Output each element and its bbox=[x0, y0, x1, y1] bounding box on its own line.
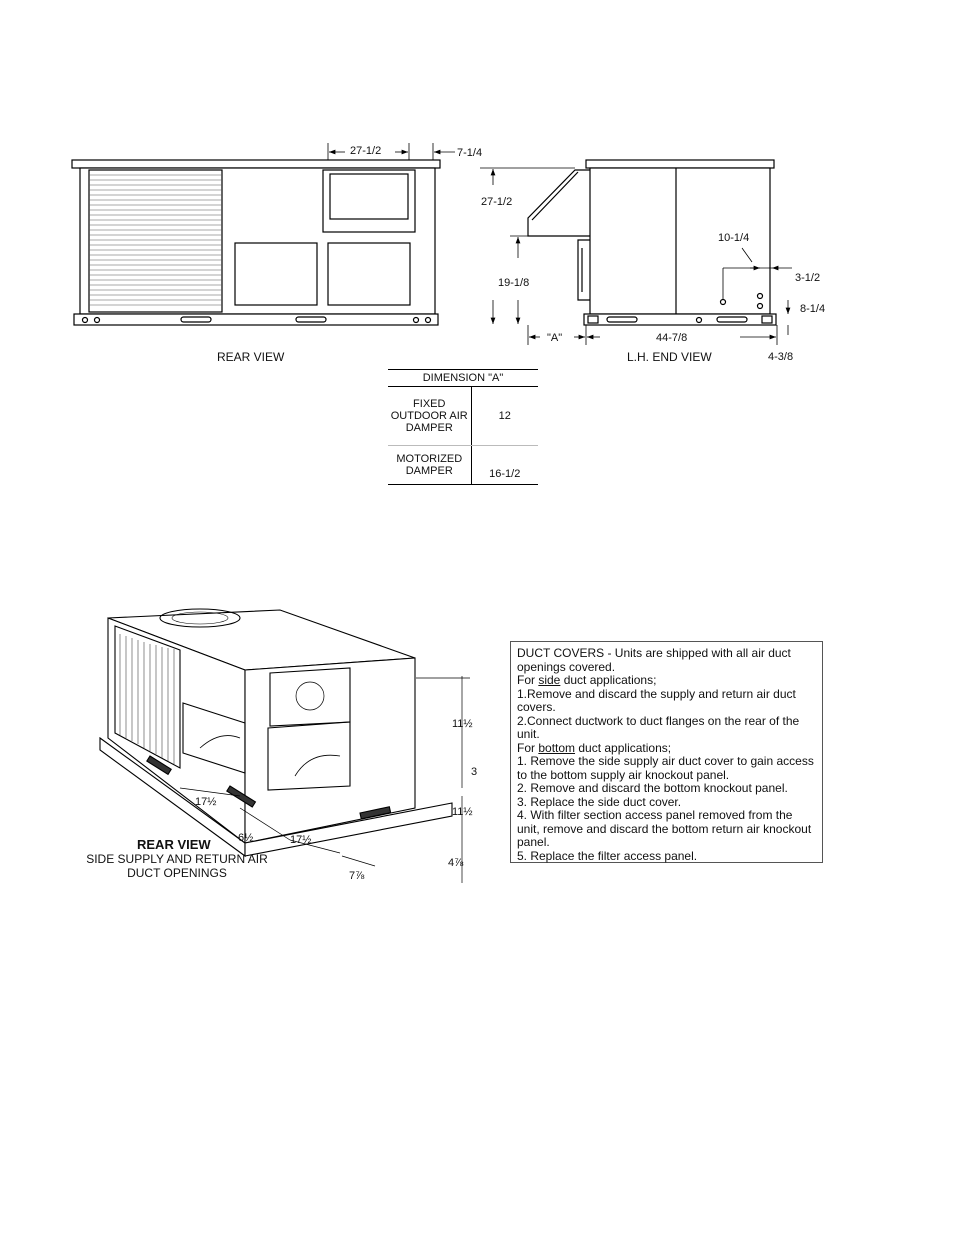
iso-dim-3: 3 bbox=[471, 766, 478, 778]
iso-dim-7: 7⅞ bbox=[349, 870, 365, 882]
iso-dim-6: 6½ bbox=[238, 832, 254, 844]
iso-dim-11a: 11½ bbox=[452, 718, 473, 730]
end-dim-height-total: 27-1/2 bbox=[481, 196, 513, 208]
end-dim-offset-3: 3-1/2 bbox=[795, 272, 821, 284]
note-heading: DUCT COVERS - Units are shipped with all air duct openings covered. bbox=[517, 646, 791, 674]
iso-dim-17a: 17½ bbox=[195, 796, 217, 808]
side-item: 1.Remove and discard the supply and return air duct covers. bbox=[517, 686, 796, 714]
bottom-item: 1. Remove the side supply air duct cover to gain access to the bottom supply air knockout panel. bbox=[517, 754, 814, 782]
bottom-item: 3. Replace the side duct cover. bbox=[517, 794, 682, 809]
bottom-item: 4. With filter section access panel removed from the unit, remove and discard the bottom return air knockout panel. bbox=[517, 808, 812, 849]
bottom-intro: For bottom duct applications; bbox=[517, 740, 672, 755]
dimension-a-title: DIMENSION "A" bbox=[388, 370, 538, 387]
end-dim-a: "A" bbox=[547, 332, 563, 344]
side-word: side bbox=[538, 673, 561, 687]
rear-dim-top-width: 27-1/2 bbox=[350, 145, 382, 157]
end-view-caption: L.H. END VIEW bbox=[627, 350, 712, 364]
duct-covers-note bbox=[510, 641, 823, 863]
side-intro: For side duct applications; bbox=[517, 673, 657, 687]
iso-dim-4: 4⅞ bbox=[448, 857, 464, 869]
dimension-row-label: MOTORIZED DAMPER bbox=[388, 446, 471, 485]
end-dim-offset-8: 8-1/4 bbox=[800, 303, 826, 315]
end-dim-offset-4: 4-3/8 bbox=[768, 351, 794, 363]
bottom-word: bottom bbox=[538, 740, 576, 755]
dimension-row-label: FIXED OUTDOOR AIR DAMPER bbox=[388, 387, 471, 446]
rear-view-unit bbox=[72, 160, 440, 325]
bottom-item: 2. Remove and discard the bottom knockout panel. bbox=[517, 781, 788, 795]
end-dim-height-inner: 19-1/8 bbox=[498, 277, 530, 289]
dimension-row-value: 12 bbox=[471, 387, 538, 446]
rear-view-caption: REAR VIEW bbox=[217, 350, 285, 364]
end-dim-depth: 44-7/8 bbox=[656, 332, 688, 344]
bottom-item: 5. Replace the filter access panel. bbox=[517, 848, 698, 863]
dimension-a-table bbox=[388, 369, 538, 485]
iso-dim-11b: 11½ bbox=[452, 806, 473, 818]
rear-dim-lines bbox=[328, 143, 455, 160]
iso-rear-view-subtitle: SIDE SUPPLY AND RETURN AIR DUCT OPENINGS bbox=[86, 852, 268, 880]
dimension-row-value: 16-1/2 bbox=[471, 446, 538, 485]
end-dim-offset-10: 10-1/4 bbox=[718, 232, 750, 244]
rear-dim-top-right: 7-1/4 bbox=[457, 147, 483, 159]
side-item: 2.Connect ductwork to duct flanges on the rear of the unit. bbox=[517, 713, 800, 741]
iso-dim-17b: 17½ bbox=[290, 834, 312, 846]
iso-rear-view-title: REAR VIEW bbox=[137, 837, 211, 852]
